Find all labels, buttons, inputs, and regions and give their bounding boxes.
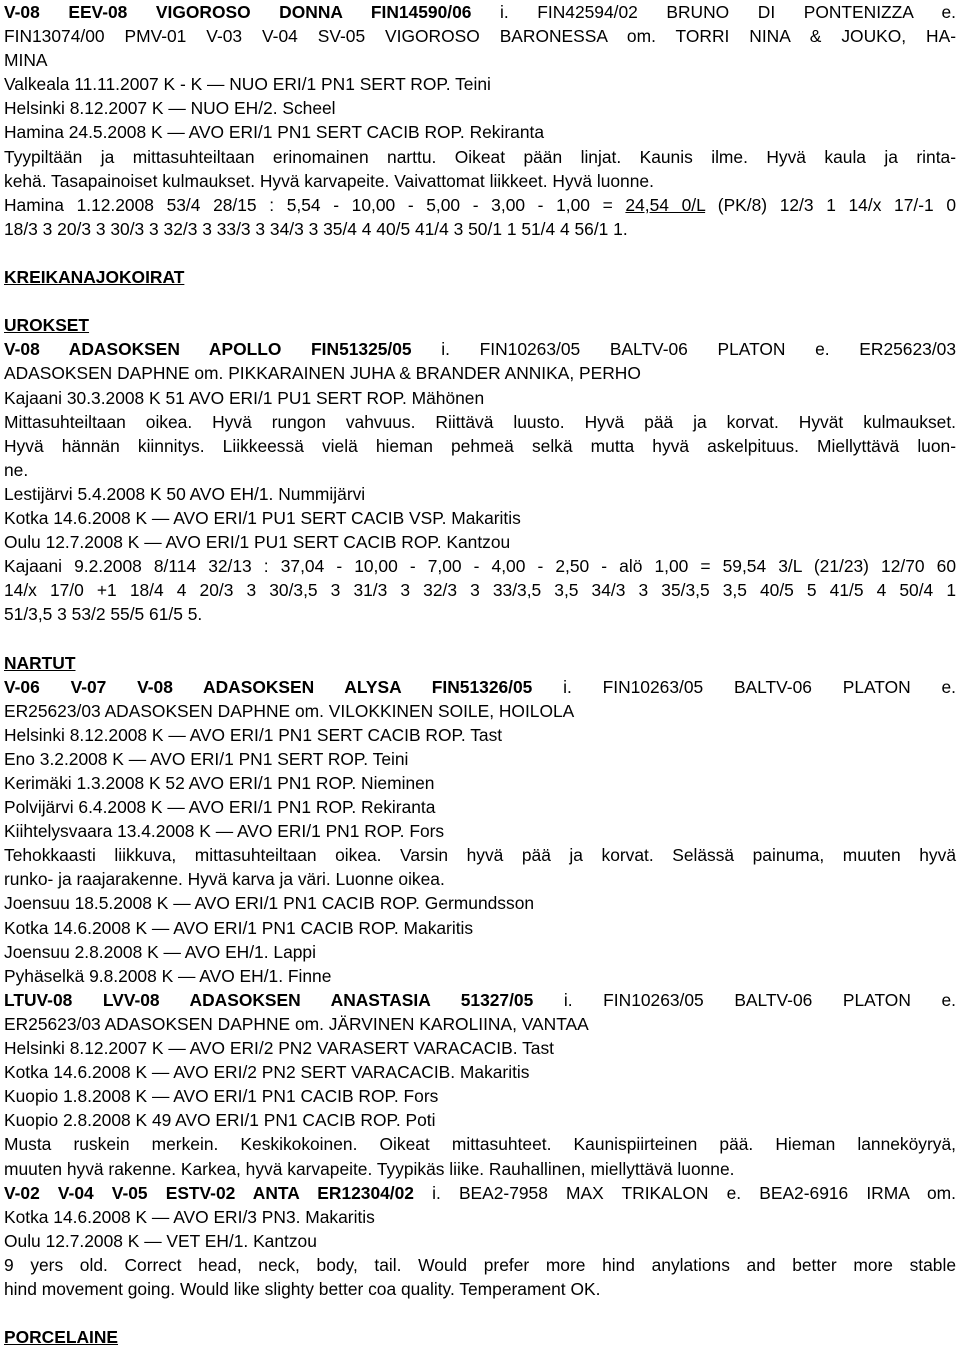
section-title: KREIKANAJOKOIRAT bbox=[4, 267, 185, 288]
porcelaine-heading: PORCELAINE bbox=[4, 1327, 119, 1348]
dog-heading: V-06 V-07 V-08 ADASOKSEN ALYSA FIN51326/05 bbox=[4, 676, 533, 697]
text-line: Kotka 14.6.2008 K — AVO ERI/3 PN3. Makaritis bbox=[4, 1206, 375, 1227]
text-line: V-08 EEV-08 VIGOROSO DONNA FIN14590/06 i. FIN42594/02 BRUNO DI PONTENIZZA e. bbox=[4, 2, 956, 22]
text-line: Hamina 24.5.2008 K — AVO ERI/1 PN1 SERT CACIB ROP. Rekiranta bbox=[4, 122, 544, 143]
text-line: hind movement going. Would like slighty better coa quality. Temperament OK. bbox=[4, 1278, 601, 1299]
text-line: Tyypiltään ja mittasuhteiltaan erinomainen narttu. Oikeat pään linjat. Kaunis ilme. Hyvä kaula ja rinta- bbox=[4, 146, 956, 167]
text-line: Helsinki 8.12.2007 K — NUO EH/2. Scheel bbox=[4, 98, 336, 119]
text-line: Helsinki 8.12.2007 K — AVO ERI/2 PN2 VARASERT VARACACIB. Tast bbox=[4, 1038, 554, 1059]
text-line: Mittasuhteiltaan oikea. Hyvä rungon vahvuus. Riittävä luusto. Hyvä pää ja korvat. Hyvät kulmaukset. bbox=[4, 411, 956, 432]
text-line: 51/3,5 3 53/2 55/5 61/5 5. bbox=[4, 604, 203, 625]
text-line: muuten hyvä rakenne. Karkea, hyvä karvapeite. Tyypikäs liike. Rauhallinen, miellyttävä luonne. bbox=[4, 1158, 735, 1179]
dog-heading: LTUV-08 LVV-08 ADASOKSEN ANASTASIA 51327/05 bbox=[4, 989, 534, 1010]
text-line: Lestijärvi 5.4.2008 K 50 AVO EH/1. Nummijärvi bbox=[4, 483, 366, 504]
text-line: Helsinki 8.12.2008 K — AVO ERI/1 PN1 SERT CACIB ROP. Tast bbox=[4, 724, 503, 745]
text-line: Oulu 12.7.2008 K — VET EH/1. Kantzou bbox=[4, 1230, 317, 1251]
text-line: runko- ja raajarakenne. Hyvä karva ja väri. Luonne oikea. bbox=[4, 869, 445, 890]
text-line: V-08 ADASOKSEN APOLLO FIN51325/05 i. FIN10263/05 BALTV-06 PLATON e. ER25623/03 bbox=[4, 339, 956, 360]
text-line: Polvijärvi 6.4.2008 K — AVO ERI/1 PN1 ROP. Rekiranta bbox=[4, 797, 436, 818]
text-line: Tehokkaasti liikkuva, mittasuhteiltaan oikea. Varsin hyvä pää ja korvat. Selässä painuma, muuten hyvä bbox=[4, 845, 956, 866]
text-line: Kerimäki 1.3.2008 K 52 AVO ERI/1 PN1 ROP. Nieminen bbox=[4, 773, 435, 793]
text-line: Hyvä hännän kiinnitys. Liikkeessä vielä hieman pehmeä selkä mutta hyvä askelpituus. Miellyttävä luon- bbox=[4, 435, 956, 456]
urokset-heading: UROKSET bbox=[4, 315, 90, 336]
text-line: ne. bbox=[4, 459, 29, 480]
text-line: V-06 V-07 V-08 ADASOKSEN ALYSA FIN51326/05 i. FIN10263/05 BALTV-06 PLATON e. bbox=[4, 676, 956, 697]
text-line: LTUV-08 LVV-08 ADASOKSEN ANASTASIA 51327/05 i. FIN10263/05 BALTV-06 PLATON e. bbox=[4, 989, 956, 1010]
text-line: Kajaani 30.3.2008 K 51 AVO ERI/1 PU1 SERT ROP. Mähönen bbox=[4, 387, 485, 408]
text-line: MINA bbox=[4, 50, 48, 71]
text-line: Kiihtelysvaara 13.4.2008 K — AVO ERI/1 PN1 ROP. Fors bbox=[4, 821, 445, 842]
text-line: ER25623/03 ADASOKSEN DAPHNE om. JÄRVINEN KAROLIINA, VANTAA bbox=[4, 1013, 589, 1034]
text-line: Valkeala 11.11.2007 K - K — NUO ERI/1 PN1 SERT ROP. Teini bbox=[4, 74, 491, 95]
text-line: kehä. Tasapainoiset kulmaukset. Hyvä karvapeite. Vaivattomat liikkeet. Hyvä luonne. bbox=[4, 170, 654, 191]
text-line: 14/x 17/0 +1 18/4 4 20/3 3 30/3,5 3 31/3 3 32/3 3 33/3,5 3,5 34/3 3 35/3,5 3,5 40/5 5 41/5 4 50/4 1 bbox=[4, 580, 956, 601]
text-line: Kuopio 1.8.2008 K — AVO ERI/1 PN1 CACIB ROP. Fors bbox=[4, 1086, 439, 1107]
text-line: V-02 V-04 V-05 ESTV-02 ANTA ER12304/02 i. BEA2-7958 MAX TRIKALON e. BEA2-6916 IRMA om. bbox=[4, 1182, 956, 1203]
dog-heading: V-08 EEV-08 VIGOROSO DONNA FIN14590/06 bbox=[4, 2, 472, 22]
text-line: Kuopio 2.8.2008 K 49 AVO ERI/1 PN1 CACIB ROP. Poti bbox=[4, 1110, 436, 1131]
text-line: Oulu 12.7.2008 K — AVO ERI/1 PU1 SERT CACIB ROP. Kantzou bbox=[4, 532, 511, 553]
text-line: Pyhäselkä 9.8.2008 K — AVO EH/1. Finne bbox=[4, 965, 332, 986]
text-line: Joensuu 18.5.2008 K — AVO ERI/1 PN1 CACIB ROP. Germundsson bbox=[4, 893, 535, 914]
text-line: Hamina 1.12.2008 53/4 28/15 : 5,54 - 10,00 - 5,00 - 3,00 - 1,00 = 24,54 0/L (PK/8) 12/3 1 14/x 17/-1 0 bbox=[4, 194, 956, 215]
text-line: 18/3 3 20/3 3 30/3 3 32/3 3 33/3 3 34/3 3 35/4 4 40/5 41/4 3 50/1 1 51/4 4 56/1 1. bbox=[4, 218, 628, 239]
text-line: Kotka 14.6.2008 K — AVO ERI/1 PU1 SERT CACIB VSP. Makaritis bbox=[4, 507, 521, 528]
text-line: Joensuu 2.8.2008 K — AVO EH/1. Lappi bbox=[4, 941, 316, 962]
text-line: Kotka 14.6.2008 K — AVO ERI/2 PN2 SERT VARACACIB. Makaritis bbox=[4, 1062, 530, 1083]
text-line: ER25623/03 ADASOKSEN DAPHNE om. VILOKKINEN SOILE, HOILOLA bbox=[4, 700, 575, 721]
text-line: Kotka 14.6.2008 K — AVO ERI/1 PN1 CACIB ROP. Makaritis bbox=[4, 917, 474, 938]
text-line: Kajaani 9.2.2008 8/114 32/13 : 37,04 - 10,00 - 7,00 - 4,00 - 2,50 - alö 1,00 = 59,54 3/L (21/23) 12/70 60 bbox=[4, 556, 956, 577]
text-line: ADASOKSEN DAPHNE om. PIKKARAINEN JUHA & BRANDER ANNIKA, PERHO bbox=[4, 363, 641, 384]
text-line: FIN13074/00 PMV-01 V-03 V-04 SV-05 VIGOROSO BARONESSA om. TORRI NINA & JOUKO, HA- bbox=[4, 26, 956, 47]
dog-heading: V-08 ADASOKSEN APOLLO FIN51325/05 bbox=[4, 339, 412, 360]
text-line: 9 yers old. Correct head, neck, body, tail. Would prefer more hind anylations and better more stable bbox=[4, 1254, 956, 1275]
underlined-score: 24,54 0/L bbox=[625, 194, 706, 215]
dog-heading: V-02 V-04 V-05 ESTV-02 ANTA ER12304/02 bbox=[4, 1182, 414, 1203]
text-line: Eno 3.2.2008 K — AVO ERI/1 PN1 SERT ROP. Teini bbox=[4, 748, 409, 769]
nartut-heading: NARTUT bbox=[4, 652, 76, 673]
text-line: Musta ruskein merkein. Keskikokoinen. Oikeat mittasuhteet. Kaunispiirteinen pää. Hieman lanneköyryä, bbox=[4, 1134, 956, 1155]
